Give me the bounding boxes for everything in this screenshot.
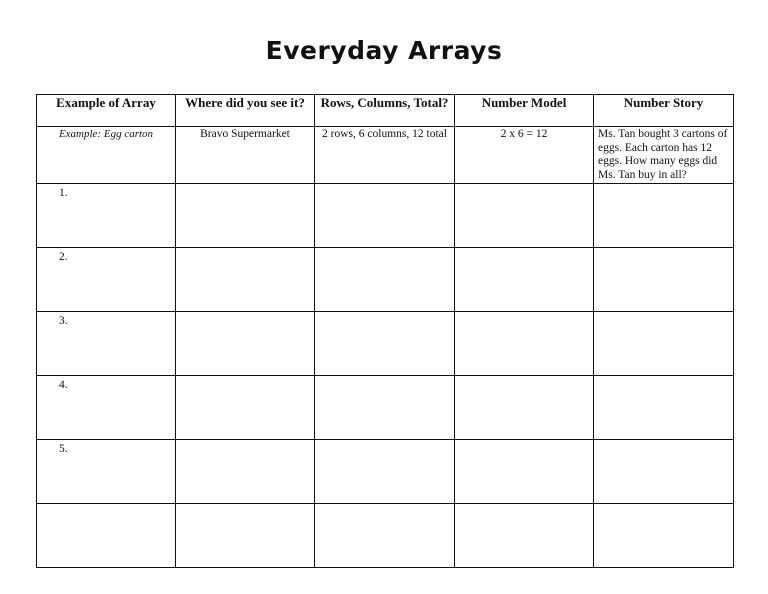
number-model-cell[interactable]	[455, 312, 594, 376]
example-label: Example: Egg carton	[37, 127, 176, 184]
where-cell[interactable]	[176, 248, 315, 312]
rows-columns-total-cell[interactable]	[315, 376, 455, 440]
header-row	[37, 95, 734, 127]
number-story-cell[interactable]	[594, 184, 734, 248]
page-title: Everyday Arrays	[265, 36, 503, 65]
number-story-cell[interactable]	[594, 376, 734, 440]
rows-columns-total-cell[interactable]	[315, 248, 455, 312]
arrays-table	[36, 94, 734, 568]
rows-columns-total-cell[interactable]	[315, 504, 455, 568]
number-model-cell[interactable]	[455, 504, 594, 568]
table-row	[37, 376, 734, 440]
number-story-cell[interactable]	[594, 312, 734, 376]
table-row	[37, 504, 734, 568]
row-number-cell[interactable]: 2.	[37, 248, 176, 312]
number-model-cell[interactable]	[455, 440, 594, 504]
number-model-cell[interactable]	[455, 376, 594, 440]
example-number-story: Ms. Tan bought 3 cartons of eggs. Each carton has 12 eggs. How many eggs did Ms. Tan buy in all?	[594, 127, 734, 184]
row-number-cell[interactable]: 1.	[37, 184, 176, 248]
row-number-cell[interactable]: 4.	[37, 376, 176, 440]
example-rows-columns-total: 2 rows, 6 columns, 12 total	[315, 127, 455, 184]
where-cell[interactable]	[176, 312, 315, 376]
table-row	[37, 184, 734, 248]
row-number-cell[interactable]: 5.	[37, 440, 176, 504]
row-number-cell[interactable]: 3.	[37, 312, 176, 376]
header-number-story: Number Story	[594, 95, 734, 127]
where-cell[interactable]	[176, 440, 315, 504]
number-story-cell[interactable]	[594, 504, 734, 568]
rows-columns-total-cell[interactable]	[315, 184, 455, 248]
example-number-model: 2 x 6 = 12	[455, 127, 594, 184]
number-story-cell[interactable]	[594, 248, 734, 312]
table-row	[37, 248, 734, 312]
where-cell[interactable]	[176, 504, 315, 568]
table-row	[37, 312, 734, 376]
where-cell[interactable]	[176, 184, 315, 248]
header-example-of-array: Example of Array	[37, 95, 176, 127]
rows-columns-total-cell[interactable]	[315, 312, 455, 376]
header-number-model: Number Model	[455, 95, 594, 127]
number-model-cell[interactable]	[455, 184, 594, 248]
where-cell[interactable]	[176, 376, 315, 440]
row-number-cell[interactable]	[37, 504, 176, 568]
rows-columns-total-cell[interactable]	[315, 440, 455, 504]
example-where: Bravo Supermarket	[176, 127, 315, 184]
header-rows-columns-total: Rows, Columns, Total?	[315, 95, 455, 127]
table-row	[37, 440, 734, 504]
header-where-seen: Where did you see it?	[176, 95, 315, 127]
number-model-cell[interactable]	[455, 248, 594, 312]
number-story-cell[interactable]	[594, 440, 734, 504]
example-row	[37, 127, 734, 184]
